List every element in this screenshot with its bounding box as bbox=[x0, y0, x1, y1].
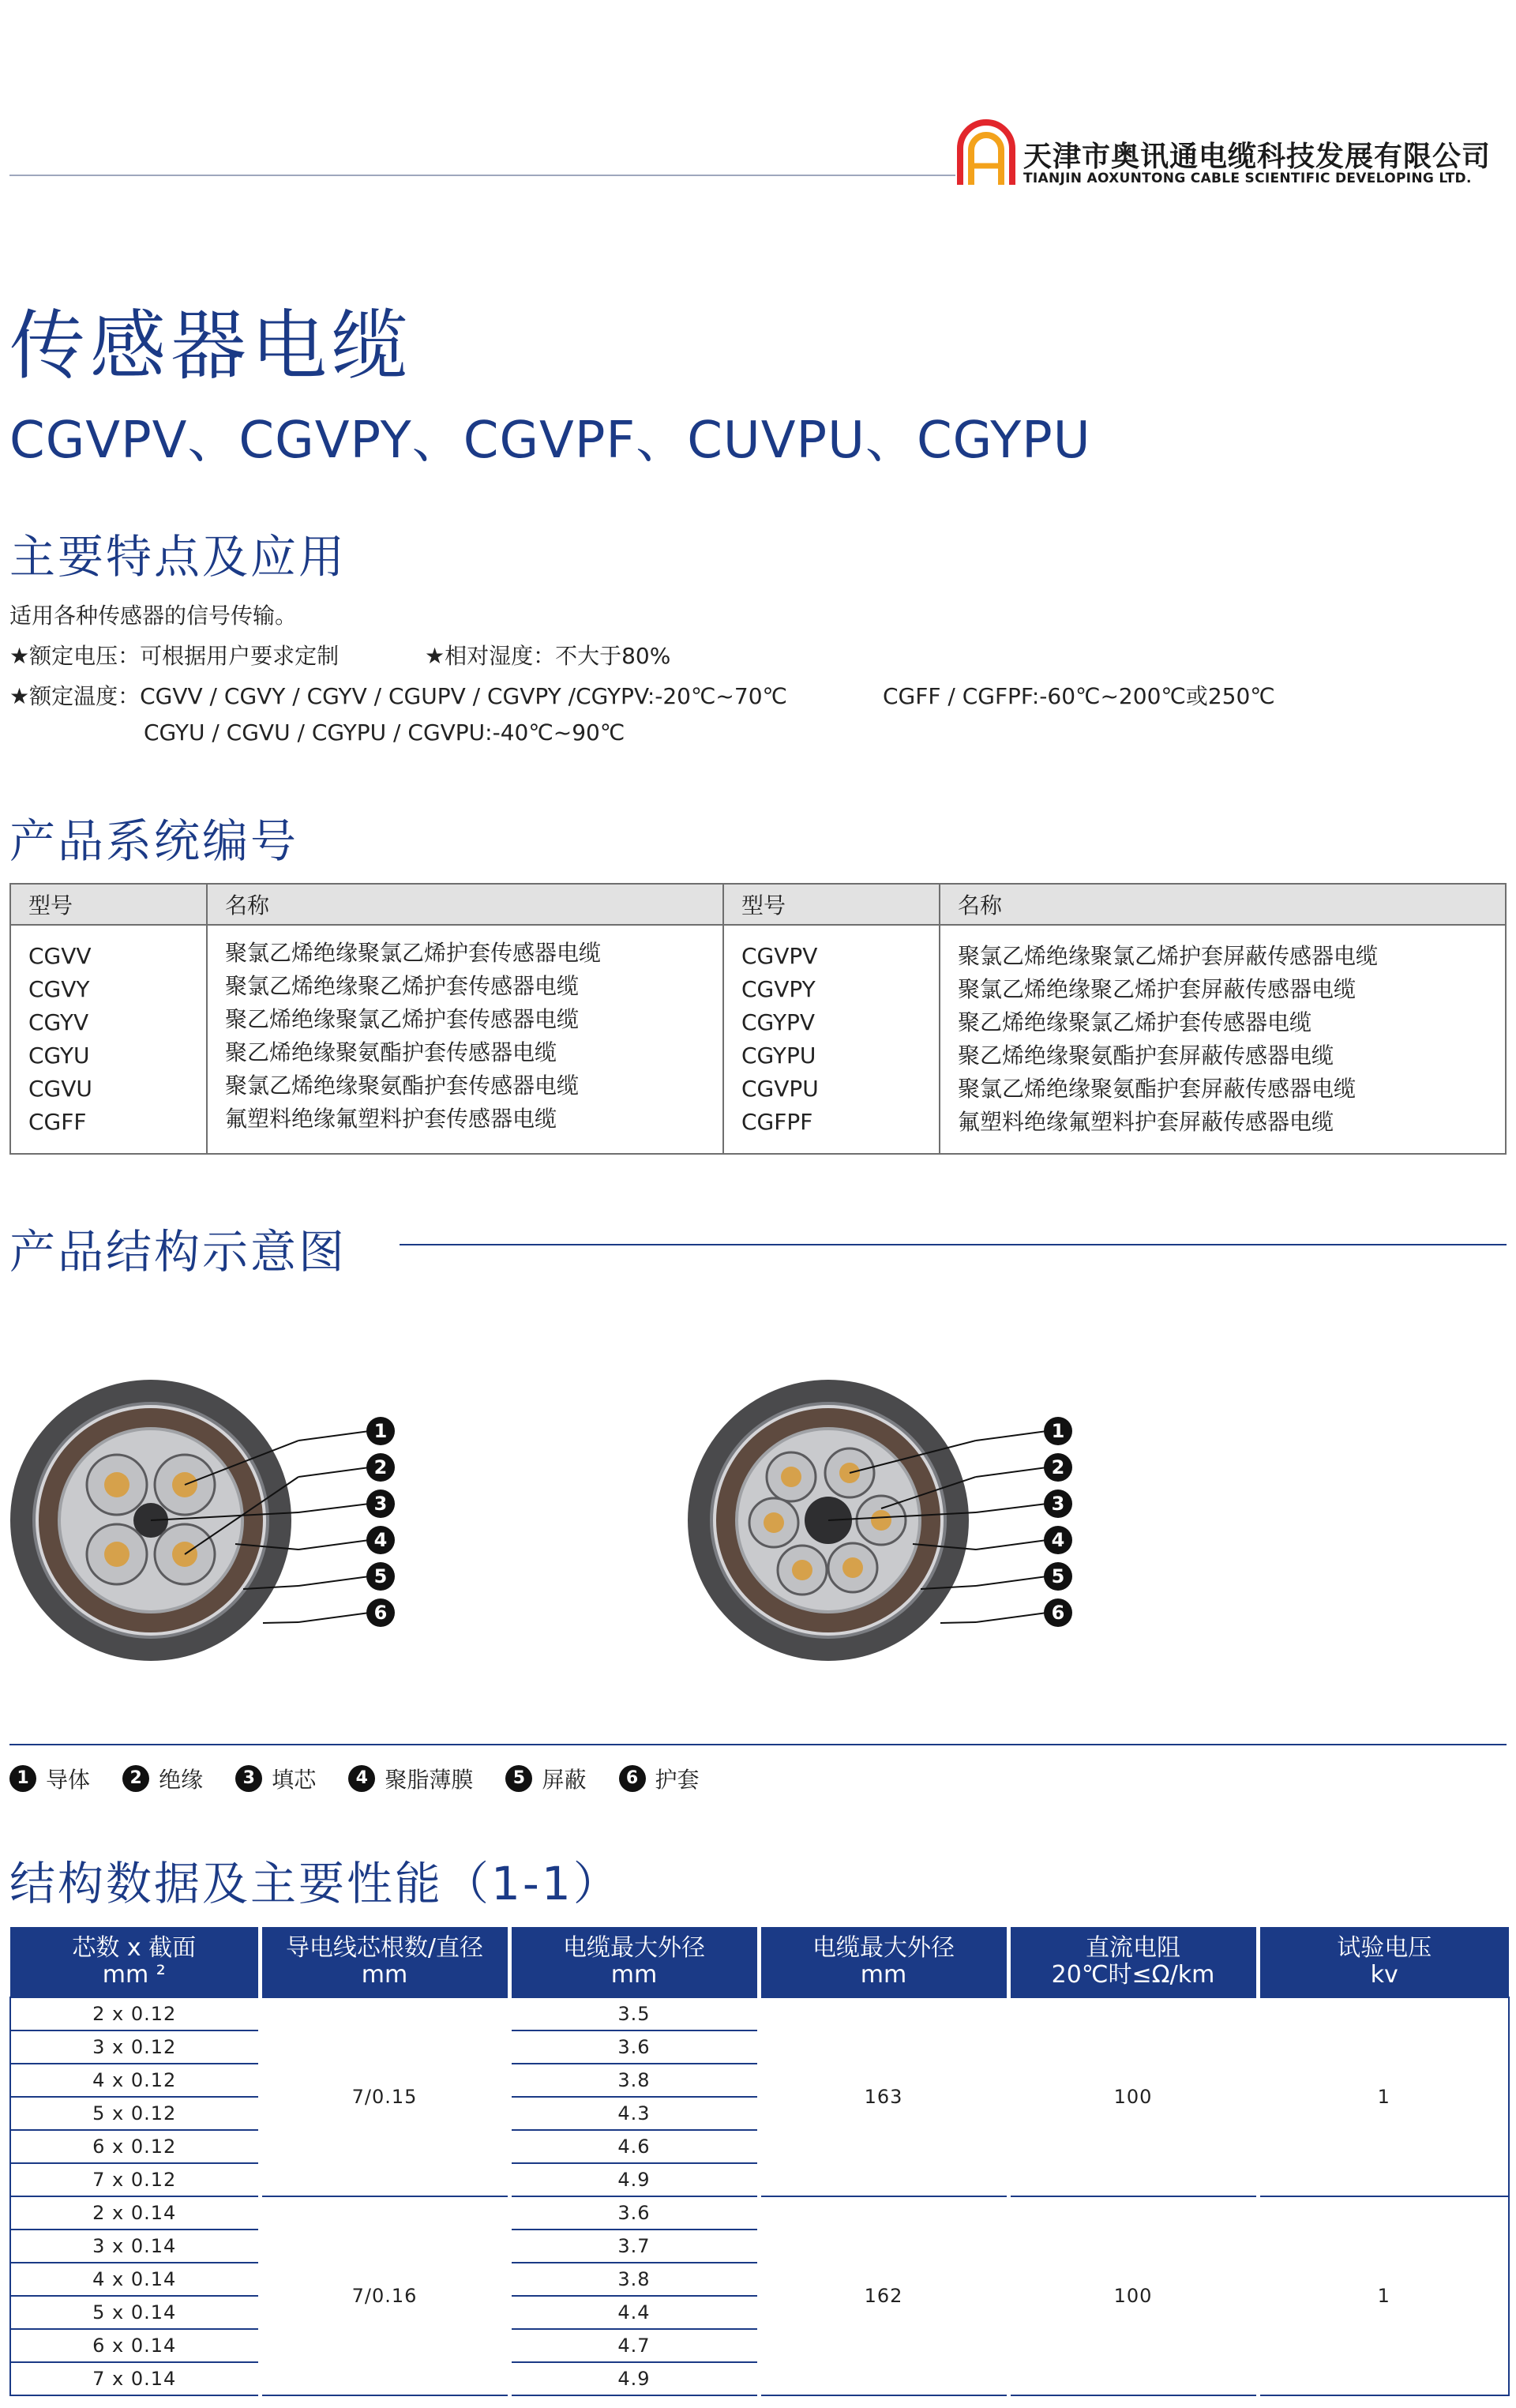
codes-left-names bbox=[207, 925, 723, 1154]
table-row: 4 x 0.14 3.8 bbox=[10, 2263, 1509, 2296]
table-row: 2 x 0.14 7/0.16 3.6 162 100 1 bbox=[10, 2196, 1509, 2230]
code-name: 聚氯乙烯绝缘聚氯乙烯护套传感器电缆 bbox=[225, 940, 602, 966]
legend-top-rule bbox=[9, 1744, 1507, 1745]
code-name: 聚氯乙烯绝缘聚氨酯护套屏蔽传感器电缆 bbox=[958, 1076, 1357, 1102]
company-name-cn: 天津市奥讯通电缆科技发展有限公司 bbox=[1023, 141, 1492, 173]
codes-left-models bbox=[10, 925, 207, 1154]
structure-heading: 产品结构示意图 bbox=[9, 1225, 347, 1279]
legend-item-polyester-film: 4 聚脂薄膜 bbox=[348, 1763, 473, 1794]
performance-heading: 结构数据及主要性能（1-1） bbox=[9, 1857, 621, 1910]
codes-header-name-2: 名称 bbox=[940, 884, 1506, 925]
strand-value: 7/0.15 bbox=[260, 1997, 509, 2196]
code-name: 氟塑料绝缘氟塑料护套屏蔽传感器电缆 bbox=[958, 1109, 1334, 1135]
code-model: CGYPV bbox=[741, 1009, 815, 1035]
table-row: 5 x 0.12 4.3 bbox=[10, 2097, 1509, 2130]
callout-5-right: 5 bbox=[1044, 1562, 1072, 1591]
code-model: CGYU bbox=[28, 1042, 90, 1069]
codes-header-model: 型号 bbox=[10, 884, 207, 925]
code-name: 聚乙烯绝缘聚氯乙烯护套传感器电缆 bbox=[958, 1009, 1312, 1035]
strand-value: 7/0.16 bbox=[260, 2196, 509, 2395]
max-diameter-value: 163 bbox=[759, 1997, 1008, 2196]
test-voltage-value: 1 bbox=[1258, 1997, 1509, 2196]
table-row: 6 x 0.14 4.7 bbox=[10, 2329, 1509, 2362]
code-model: CGVPV bbox=[741, 943, 818, 969]
code-model: CGVU bbox=[28, 1076, 92, 1102]
code-name: 聚氯乙烯绝缘聚氯乙烯护套屏蔽传感器电缆 bbox=[958, 943, 1379, 969]
callout-2-right: 2 bbox=[1044, 1453, 1072, 1482]
callout-1-right: 1 bbox=[1044, 1417, 1072, 1445]
callout-4-left: 4 bbox=[366, 1526, 395, 1554]
features-intro: 适用各种传感器的信号传输。 bbox=[9, 603, 298, 629]
code-model: CGYPU bbox=[741, 1042, 816, 1069]
legend-item-conductor: 1 导体 bbox=[9, 1763, 90, 1794]
table-row: 3 x 0.12 3.6 bbox=[10, 2030, 1509, 2064]
callout-6-right: 6 bbox=[1044, 1598, 1072, 1627]
features-heading: 主要特点及应用 bbox=[9, 530, 347, 584]
header-cores: 芯数 x 截面 mm ² bbox=[10, 1927, 260, 1997]
right-callout-leaders bbox=[976, 1374, 1047, 1666]
callout-5-left: 5 bbox=[366, 1562, 395, 1591]
code-model: CGFPF bbox=[741, 1109, 813, 1135]
rated-temperature-ff: CGFF / CGFPF:-60℃~200℃或250℃ bbox=[883, 683, 1275, 709]
relative-humidity: ★相对湿度：不大于80% bbox=[425, 643, 671, 669]
callout-4-right: 4 bbox=[1044, 1526, 1072, 1554]
code-name: 聚乙烯绝缘聚氨酯护套屏蔽传感器电缆 bbox=[958, 1042, 1334, 1069]
codes-header-model-2: 型号 bbox=[723, 884, 940, 925]
callout-6-left: 6 bbox=[366, 1598, 395, 1627]
code-model: CGVPY bbox=[741, 976, 816, 1002]
company-logo-icon bbox=[954, 117, 1019, 186]
legend-item-insulation: 2 绝缘 bbox=[122, 1763, 203, 1794]
table-row: 7 x 0.12 4.9 bbox=[10, 2163, 1509, 2196]
header-test-voltage: 试验电压 kv bbox=[1258, 1927, 1509, 1997]
max-diameter-value: 162 bbox=[759, 2196, 1008, 2395]
rated-temperature-line2: CGYU / CGVU / CGYPU / CGVPU:-40℃~90℃ bbox=[144, 719, 625, 746]
code-model: CGVPU bbox=[741, 1076, 819, 1102]
header-rule bbox=[9, 175, 955, 176]
code-name: 聚乙烯绝缘聚氨酯护套传感器电缆 bbox=[225, 1039, 557, 1065]
codes-heading: 产品系统编号 bbox=[9, 814, 299, 868]
codes-header-name: 名称 bbox=[207, 884, 723, 925]
performance-table bbox=[9, 1927, 1510, 2396]
test-voltage-value: 1 bbox=[1258, 2196, 1509, 2395]
structure-legend bbox=[9, 1763, 728, 1794]
header-resistance: 直流电阻 20℃时≤Ω/km bbox=[1008, 1927, 1258, 1997]
code-name: 聚氯乙烯绝缘聚氨酯护套传感器电缆 bbox=[225, 1073, 580, 1099]
callout-3-left: 3 bbox=[366, 1490, 395, 1518]
header-diameter: 电缆最大外径 mm bbox=[509, 1927, 759, 1997]
header-strand: 导电线芯根数/直径 mm bbox=[260, 1927, 509, 1997]
company-name-en: TIANJIN AOXUNTONG CABLE SCIENTIFIC DEVELOPING LTD. bbox=[1023, 171, 1472, 186]
rated-temperature: ★额定温度：CGVV / CGVY / CGYV / CGUPV / CGVPY /CGYPV:-20℃~70℃ bbox=[9, 683, 787, 709]
table-row: 7 x 0.14 4.9 bbox=[10, 2362, 1509, 2395]
code-model: CGFF bbox=[28, 1109, 87, 1135]
legend-item-sheath: 6 护套 bbox=[619, 1763, 700, 1794]
codes-right-names bbox=[940, 925, 1506, 1154]
legend-item-filler: 3 填芯 bbox=[235, 1763, 316, 1794]
table-row: 4 x 0.12 3.8 bbox=[10, 2064, 1509, 2097]
table-row: 6 x 0.12 4.6 bbox=[10, 2130, 1509, 2163]
cable-cross-section-7-core bbox=[684, 1374, 976, 1666]
code-model: CGVV bbox=[28, 943, 92, 969]
code-name: 聚氯乙烯绝缘聚乙烯护套传感器电缆 bbox=[225, 973, 580, 999]
header-diameter-2: 电缆最大外径 mm bbox=[759, 1927, 1008, 1997]
structure-heading-rule bbox=[400, 1244, 1507, 1245]
cable-cross-section-4-core bbox=[6, 1374, 298, 1666]
code-model: CGVY bbox=[28, 976, 90, 1002]
codes-table bbox=[9, 883, 1507, 1155]
table-row: 2 x 0.12 7/0.15 3.5 163 100 1 bbox=[10, 1997, 1509, 2030]
code-name: 氟塑料绝缘氟塑料护套传感器电缆 bbox=[225, 1106, 557, 1132]
code-name: 聚乙烯绝缘聚氯乙烯护套传感器电缆 bbox=[225, 1006, 580, 1032]
code-model: CGYV bbox=[28, 1009, 89, 1035]
callout-3-right: 3 bbox=[1044, 1490, 1072, 1518]
callout-1-left: 1 bbox=[366, 1417, 395, 1445]
product-models: CGVPV、CGVPY、CGVPF、CUVPU、CGYPU bbox=[9, 411, 1091, 470]
rated-voltage: ★额定电压：可根据用户要求定制 bbox=[9, 643, 340, 669]
page-title: 传感器电缆 bbox=[9, 302, 412, 390]
table-row: 5 x 0.14 4.4 bbox=[10, 2296, 1509, 2329]
resistance-value: 100 bbox=[1008, 1997, 1258, 2196]
left-callout-leaders bbox=[298, 1374, 370, 1666]
codes-right-models bbox=[723, 925, 940, 1154]
code-name: 聚氯乙烯绝缘聚乙烯护套屏蔽传感器电缆 bbox=[958, 976, 1357, 1002]
callout-2-left: 2 bbox=[366, 1453, 395, 1482]
table-row: 3 x 0.14 3.7 bbox=[10, 2230, 1509, 2263]
legend-item-shield: 5 屏蔽 bbox=[505, 1763, 586, 1794]
resistance-value: 100 bbox=[1008, 2196, 1258, 2395]
